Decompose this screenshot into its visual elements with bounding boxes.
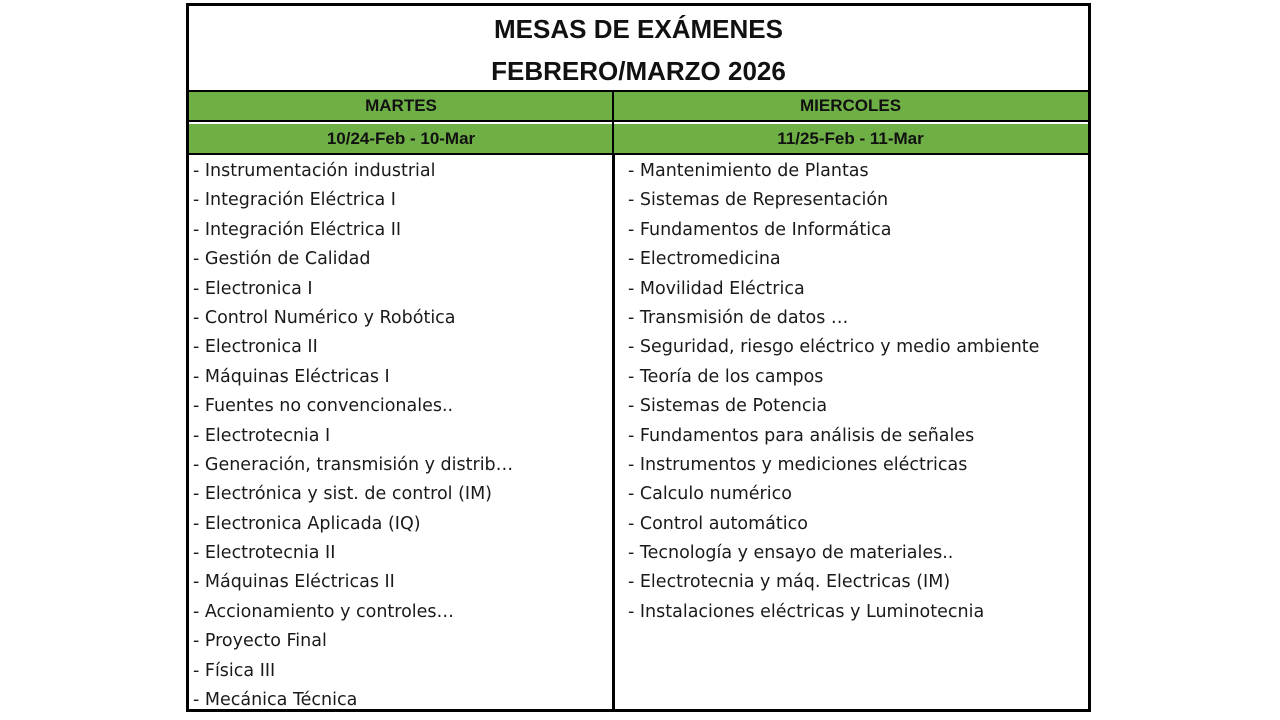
list-item: - Fuentes no convencionales.. <box>193 396 454 417</box>
header-column-divider <box>612 92 614 155</box>
list-item: - Fundamentos para análisis de señales <box>628 425 975 446</box>
list-item: - Control automático <box>628 513 808 534</box>
list-item: - Electrotecnia I <box>193 425 331 446</box>
list-item: - Mantenimiento de Plantas <box>628 161 869 181</box>
list-item: - Máquinas Eléctricas I <box>193 366 390 387</box>
list-item: - Generación, transmisión y distrib… <box>193 454 514 475</box>
list-item: - Proyecto Final <box>193 631 327 652</box>
list-item: - Instalaciones eléctricas y Luminotecnia <box>628 601 985 622</box>
list-item: - Máquinas Eléctricas II <box>193 572 395 593</box>
dates-header-wednesday: 11/25-Feb - 11-Mar <box>777 128 924 148</box>
dates-header-row <box>189 124 1088 155</box>
list-item: - Movilidad Eléctrica <box>628 278 805 299</box>
list-item: - Fundamentos de Informática <box>628 219 892 240</box>
list-item: - Sistemas de Potencia <box>628 396 828 417</box>
list-item: - Electronica II <box>193 337 318 358</box>
tuesday-subject-list <box>193 157 608 715</box>
list-item: - Gestión de Calidad <box>193 249 371 270</box>
list-item: - Control Numérico y Robótica <box>193 307 456 328</box>
title-line-1: MESAS DE EXÁMENES <box>494 14 783 44</box>
list-item: - Integración Eléctrica I <box>193 190 396 211</box>
title-block <box>189 6 1088 92</box>
list-item: - Instrumentación industrial <box>193 161 436 181</box>
title-line-2: FEBRERO/MARZO 2026 <box>491 56 786 86</box>
list-item: - Instrumentos y mediciones eléctricas <box>628 454 968 475</box>
column-divider <box>612 155 615 709</box>
list-item: - Calculo numérico <box>628 484 792 505</box>
list-item: - Electronica I <box>193 278 313 299</box>
list-item: - Teoría de los campos <box>628 366 824 387</box>
day-header-row <box>189 92 1088 122</box>
wednesday-subject-list <box>628 157 1088 627</box>
list-item: - Integración Eléctrica II <box>193 219 402 240</box>
list-item: - Transmisión de datos … <box>628 307 849 328</box>
day-header-tuesday: MARTES <box>365 96 437 115</box>
list-item: - Electrotecnia y máq. Electricas (IM) <box>628 572 951 593</box>
list-item: - Accionamiento y controles… <box>193 601 455 622</box>
list-item: - Seguridad, riesgo eléctrico y medio ambiente <box>628 337 1040 358</box>
list-item: - Electromedicina <box>628 249 781 270</box>
list-item: - Electronica Aplicada (IQ) <box>193 513 421 534</box>
list-item: - Sistemas de Representación <box>628 190 889 211</box>
dates-header-tuesday: 10/24-Feb - 10-Mar <box>326 128 476 148</box>
list-item: - Mecánica Técnica <box>193 690 358 711</box>
band-gap <box>189 122 1088 124</box>
list-item: - Electrónica y sist. de control (IM) <box>193 484 493 505</box>
day-header-wednesday: MIERCOLES <box>799 96 902 115</box>
list-item: - Física III <box>193 660 276 681</box>
list-item: - Electrotecnia II <box>193 543 336 564</box>
exam-schedule-sheet <box>186 3 1091 712</box>
list-item: - Tecnología y ensayo de materiales.. <box>628 543 954 564</box>
